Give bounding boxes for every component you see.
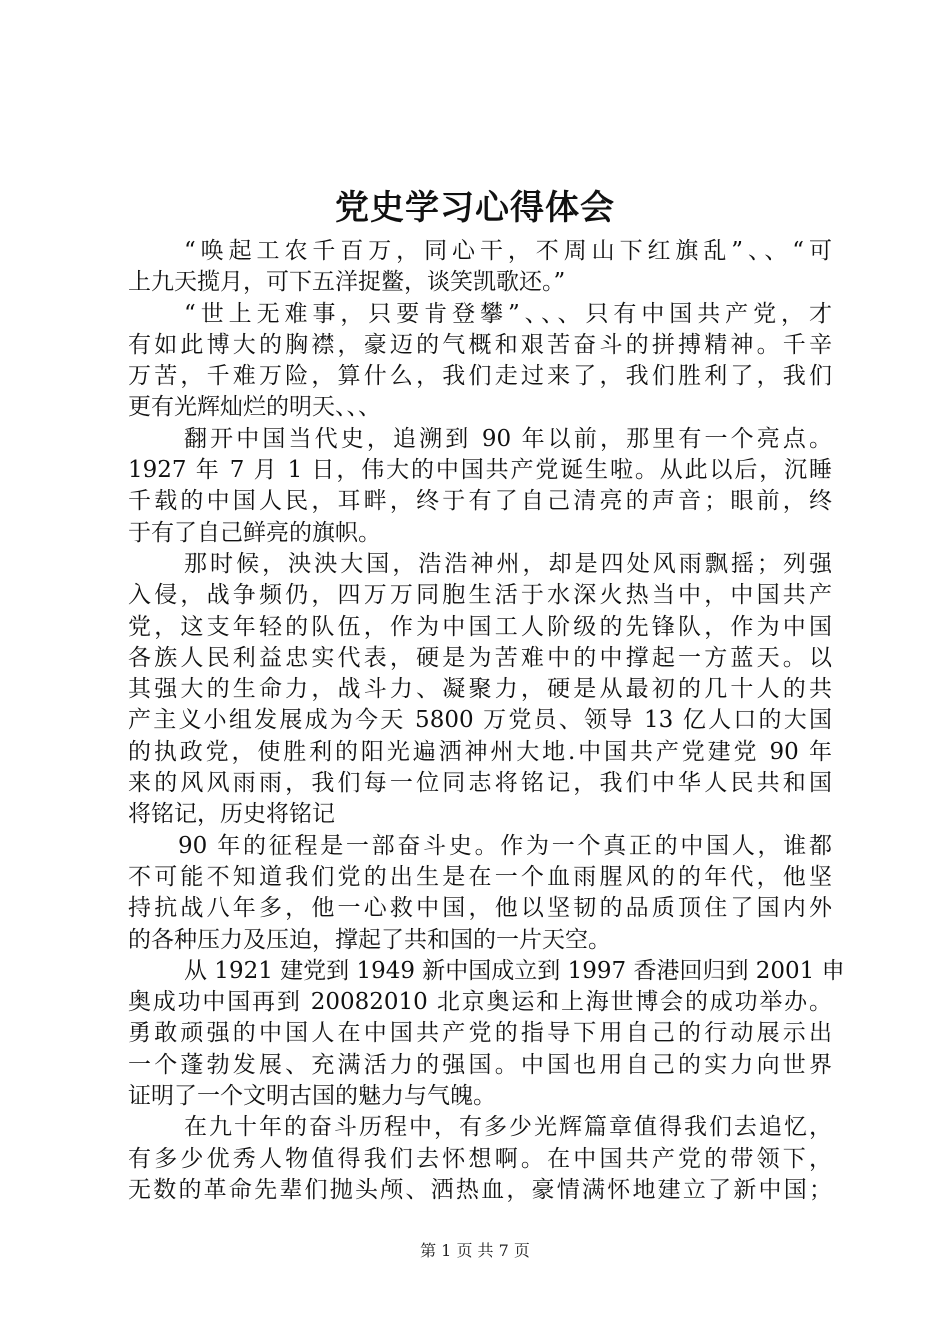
text-line: 万苦，千难万险，算什么，我们走过来了，我们胜利了，我们 — [128, 363, 832, 390]
text-line: 无数的革命先辈们抛头颅、洒热血，豪情满怀地建立了新中国； — [128, 1176, 832, 1203]
text-line: 各族人民利益忠实代表，硬是为苦难中的中撑起一方蓝天。以 — [128, 644, 832, 671]
text-line: 有多少优秀人物值得我们去怀想啊。在中国共产党的带领下， — [128, 1145, 832, 1172]
text-line: 来的风风雨雨，我们每一位同志将铭记，我们中华人民共和国 — [128, 770, 832, 797]
text-line: 从 1921 建党到 1949 新中国成立到 1997 香港回归到 2001 申 — [184, 957, 845, 984]
text-line: 于有了自己鲜亮的旗帜。 — [128, 519, 381, 546]
text-line: 翻开中国当代史，追溯到 90 年以前，那里有一个亮点。 — [184, 425, 832, 452]
body-text — [128, 236, 845, 1206]
text-line: 将铭记，历史将铭记 — [128, 801, 335, 828]
text-line: 党，这支年轻的队伍，作为中国工人阶级的先锋队，作为中国 — [128, 613, 832, 640]
text-line: 证明了一个文明古国的魅力与气魄。 — [128, 1083, 496, 1110]
page-title: 党史学习心得体会 — [335, 188, 615, 228]
text-line: 产主义小组发展成为今天 5800 万党员、领导 13 亿人口的大国 — [128, 707, 832, 734]
text-line: 在九十年的奋斗历程中，有多少光辉篇章值得我们去追忆， — [184, 1114, 832, 1141]
text-line: “世上无难事，只要肯登攀”、、、只有中国共产党，才 — [184, 300, 832, 327]
text-line: 90 年的征程是一部奋斗史。作为一个真正的中国人，谁都 — [178, 832, 832, 859]
text-line: “唤起工农千百万，同心干，不周山下红旗乱”、、“可 — [184, 238, 832, 264]
text-line: 那时候，泱泱大国，浩浩神州，却是四处风雨飘摇；列强 — [184, 550, 832, 577]
text-line: 勇敢顽强的中国人在中国共产党的指导下用自己的行动展示出 — [128, 1020, 832, 1047]
text-line: 上九天揽月，可下五洋捉鳖，谈笑凯歌还。” — [128, 269, 566, 296]
text-line: 一个蓬勃发展、充满活力的强国。中国也用自己的实力向世界 — [128, 1051, 832, 1078]
text-line: 更有光辉灿烂的明天、、、 — [128, 394, 381, 421]
text-line: 1927 年 7 月 1 日，伟大的中国共产党诞生啦。从此以后，沉睡 — [128, 457, 832, 484]
text-line: 不可能不知道我们党的出生是在一个血雨腥风的的年代，他坚 — [128, 863, 832, 890]
text-line: 有如此博大的胸襟，豪迈的气概和艰苦奋斗的拼搏精神。千辛 — [128, 331, 832, 358]
text-line: 千载的中国人民，耳畔，终于有了自己清亮的声音；眼前，终 — [128, 488, 832, 515]
text-line: 的执政党，使胜利的阳光遍洒神州大地.中国共产党建党 90 年 — [128, 738, 832, 765]
page-footer: 第 1 页 共 7 页 — [420, 1241, 530, 1260]
text-line: 入侵，战争频仍，四万万同胞生活于水深火热当中，中国共产 — [128, 582, 832, 609]
text-line: 的各种压力及压迫，撑起了共和国的一片天空。 — [128, 926, 611, 953]
text-line: 奥成功中国再到 20082010 北京奥运和上海世博会的成功举办。 — [128, 989, 832, 1016]
text-line: 其强大的生命力，战斗力、凝聚力，硬是从最初的几十人的共 — [128, 676, 832, 703]
text-line: 持抗战八年多，他一心救中国，他以坚韧的品质顶住了国内外 — [128, 895, 832, 922]
